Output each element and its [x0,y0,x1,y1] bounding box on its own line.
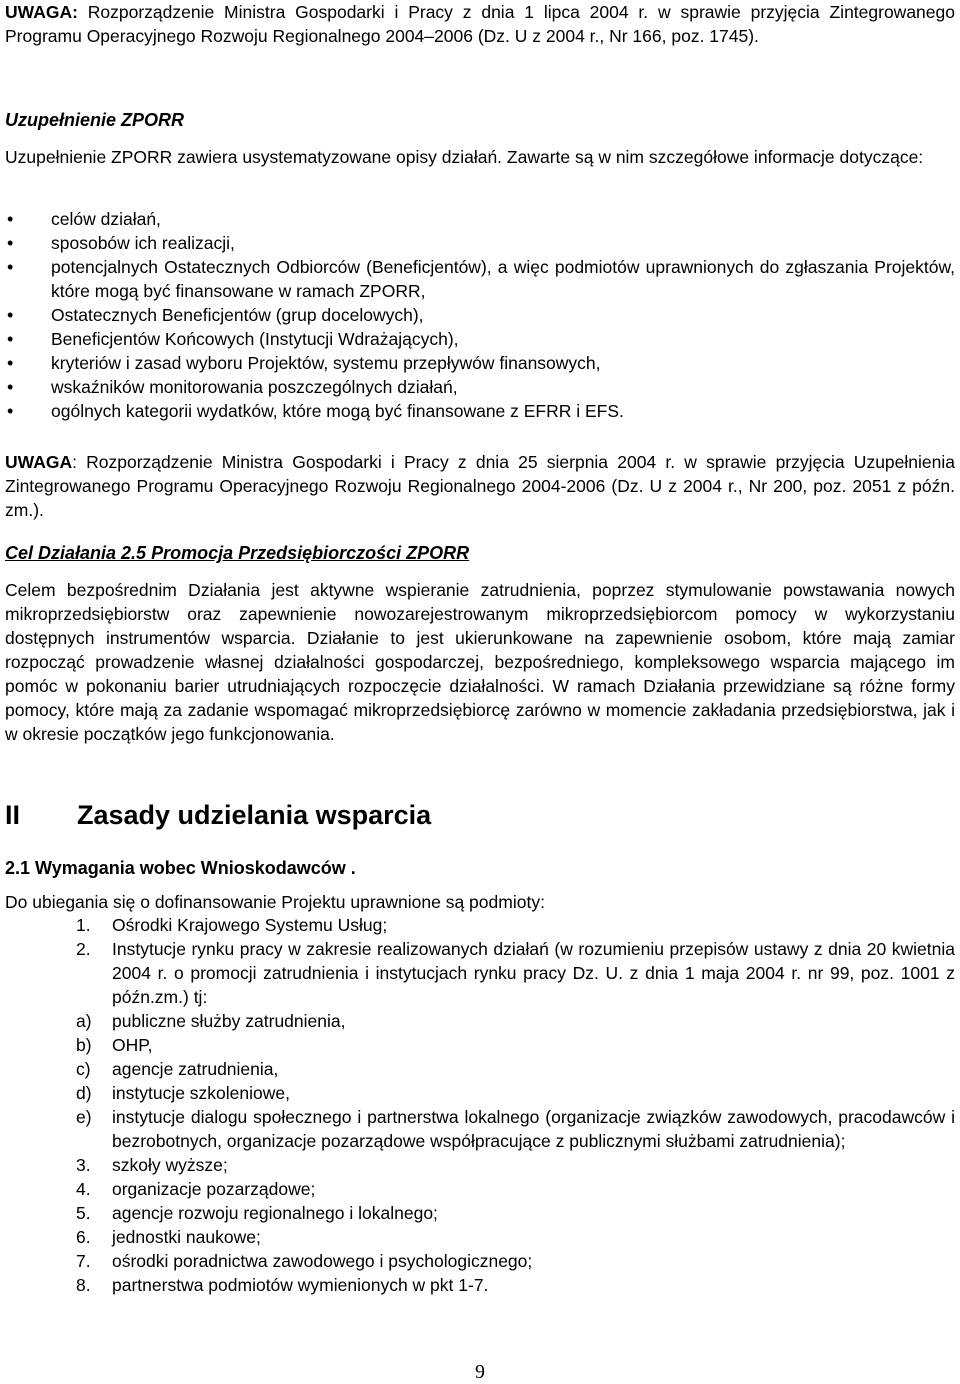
note-label: UWAGA: [5,2,78,22]
note-label: UWAGA [5,452,73,472]
bullet-item: • ogólnych kategorii wydatków, które mogą być finansowane z EFRR i EFS. [5,399,955,423]
heading-cel-dzialania: Cel Działania 2.5 Promocja Przedsiębiorczości ZPORR [5,543,470,563]
list-text: jednostki naukowe; [112,1227,261,1247]
section-number: II [5,800,21,830]
note-text: Rozporządzenie Ministra Gospodarki i Pracy z dnia 1 lipca 2004 r. w sprawie przyjęcia Zintegrowanego Programu Operacyjnego Rozwoju Regionalnego 2004–2006 (Dz. U z 2004 r., Nr 166, poz. 1745). [5,2,955,46]
list-marker: a) [76,1011,92,1031]
page-number: 9 [475,1361,485,1383]
note-paragraph-1 [5,0,955,48]
list-text: agencje zatrudnienia, [112,1059,279,1079]
bullet-item: • wskaźników monitorowania poszczególnych działań, [5,375,955,399]
list-item [5,913,955,937]
list-item [5,1225,955,1249]
cel-paragraph: Celem bezpośrednim Działania jest aktywne wspieranie zatrudnienia, poprzez stymulowanie powstawania nowych mikroprzedsiębiorstw oraz zapewnienie nowozarejestrowanym mikroprzedsiębiorcom pomocy w wykorzystaniu dostępnych instrumentów wsparcia. Działanie to jest ukierunkowane na zapewnienie osobom, które mają zamiar rozpocząć prowadzenie własnej działalności gospodarczej, bezpośredniego, kompleksowego wsparcia mającego im pomóc w pokonaniu barier utrudniających rozpoczęcie działalności. W ramach Działania przewidziane są różne formy pomocy, które mają za zadanie wspomagać mikroprzedsiębiorcę zarówno w momencie zakładania przedsiębiorstwa, jak i w okresie początków jego funkcjonowania. [5,580,955,744]
list-marker: d) [76,1083,92,1103]
list-marker: b) [76,1035,92,1055]
list-marker: 5. [76,1203,91,1223]
list-text: agencje rozwoju regionalnego i lokalnego; [112,1203,438,1223]
section-title: Zasady udzielania wsparcia [77,800,432,830]
list-text: ośrodki poradnictwa zawodowego i psychologicznego; [112,1251,533,1271]
list-text: publiczne służby zatrudnienia, [112,1011,346,1031]
intro-paragraph: Uzupełnienie ZPORR zawiera usystematyzowane opisy działań. Zawarte są w nim szczegółowe informacje dotyczące: [5,147,924,167]
list-marker: 8. [76,1275,91,1295]
list-text: szkoły wyższe; [112,1155,228,1175]
list-text: partnerstwa podmiotów wymienionych w pkt 1-7. [112,1275,489,1295]
bullet-item: • celów działań, [5,207,955,231]
list-item [5,1009,955,1033]
list-marker: c) [76,1059,91,1079]
subsection-heading: 2.1 Wymagania wobec Wnioskodawców . [5,858,356,878]
list-marker: 4. [76,1179,91,1199]
eligible-intro: Do ubiegania się o dofinansowanie Projektu uprawnione są podmioty: [5,892,545,912]
list-item [5,1081,955,1105]
list-item [5,1033,955,1057]
list-item [5,1153,955,1177]
list-marker: 1. [76,915,91,935]
bullet-item: • sposobów ich realizacji, [5,231,955,255]
list-text: Instytucje rynku pracy w zakresie realizowanych działań (w rozumieniu przepisów ustawy z dnia 20 kwietnia 2004 r. o promocji zatrudnienia i instytucjach rynku pracy Dz. U. z dnia 1 maja 2004 r. nr 99, poz. 1001 z późn.zm.) tj: [112,939,955,1007]
bullet-item: • Beneficjentów Końcowych (Instytucji Wdrażających), [5,327,955,351]
list-text: organizacje pozarządowe; [112,1179,316,1199]
list-item [5,1105,955,1153]
list-item [5,1201,955,1225]
section-heading [5,798,431,832]
list-marker: 6. [76,1227,91,1247]
list-item [5,1249,955,1273]
list-marker: 2. [76,939,91,959]
list-text: instytucje dialogu społecznego i partnerstwa lokalnego (organizacje związków zawodowych, pracodawców i bezrobotnych, organizacje pozarządowe współpracujące z publicznymi służbami zatrudnienia); [112,1107,955,1151]
bullet-item: • Ostatecznych Beneficjentów (grup docelowych), [5,303,955,327]
list-text: OHP, [112,1035,153,1055]
heading-uzupelnienie: Uzupełnienie ZPORR [5,110,185,130]
list-marker: e) [76,1107,92,1127]
list-item [5,1057,955,1081]
list-marker: 3. [76,1155,91,1175]
eligible-list [5,913,955,1297]
bullet-item: • potencjalnych Ostatecznych Odbiorców (Beneficjentów), a więc podmiotów uprawnionych do zgłaszania Projektów, które mogą być finansowane w ramach ZPORR, [5,255,955,303]
bullet-list [5,207,955,423]
bullet-item: • kryteriów i zasad wyboru Projektów, systemu przepływów finansowych, [5,351,955,375]
list-marker: 7. [76,1251,91,1271]
list-item [5,1273,955,1297]
list-text: Ośrodki Krajowego Systemu Usług; [112,915,388,935]
note-text: : Rozporządzenie Ministra Gospodarki i Pracy z dnia 25 sierpnia 2004 r. w sprawie przyjęcia Uzupełnienia Zintegrowanego Programu Operacyjnego Rozwoju Regionalnego 2004-2006 (Dz. U z 2004 r., Nr 200, poz. 2051 z późn. zm.). [5,452,955,520]
list-item [5,1177,955,1201]
note-paragraph-2 [5,450,955,522]
list-item [5,937,955,1009]
list-text: instytucje szkoleniowe, [112,1083,290,1103]
